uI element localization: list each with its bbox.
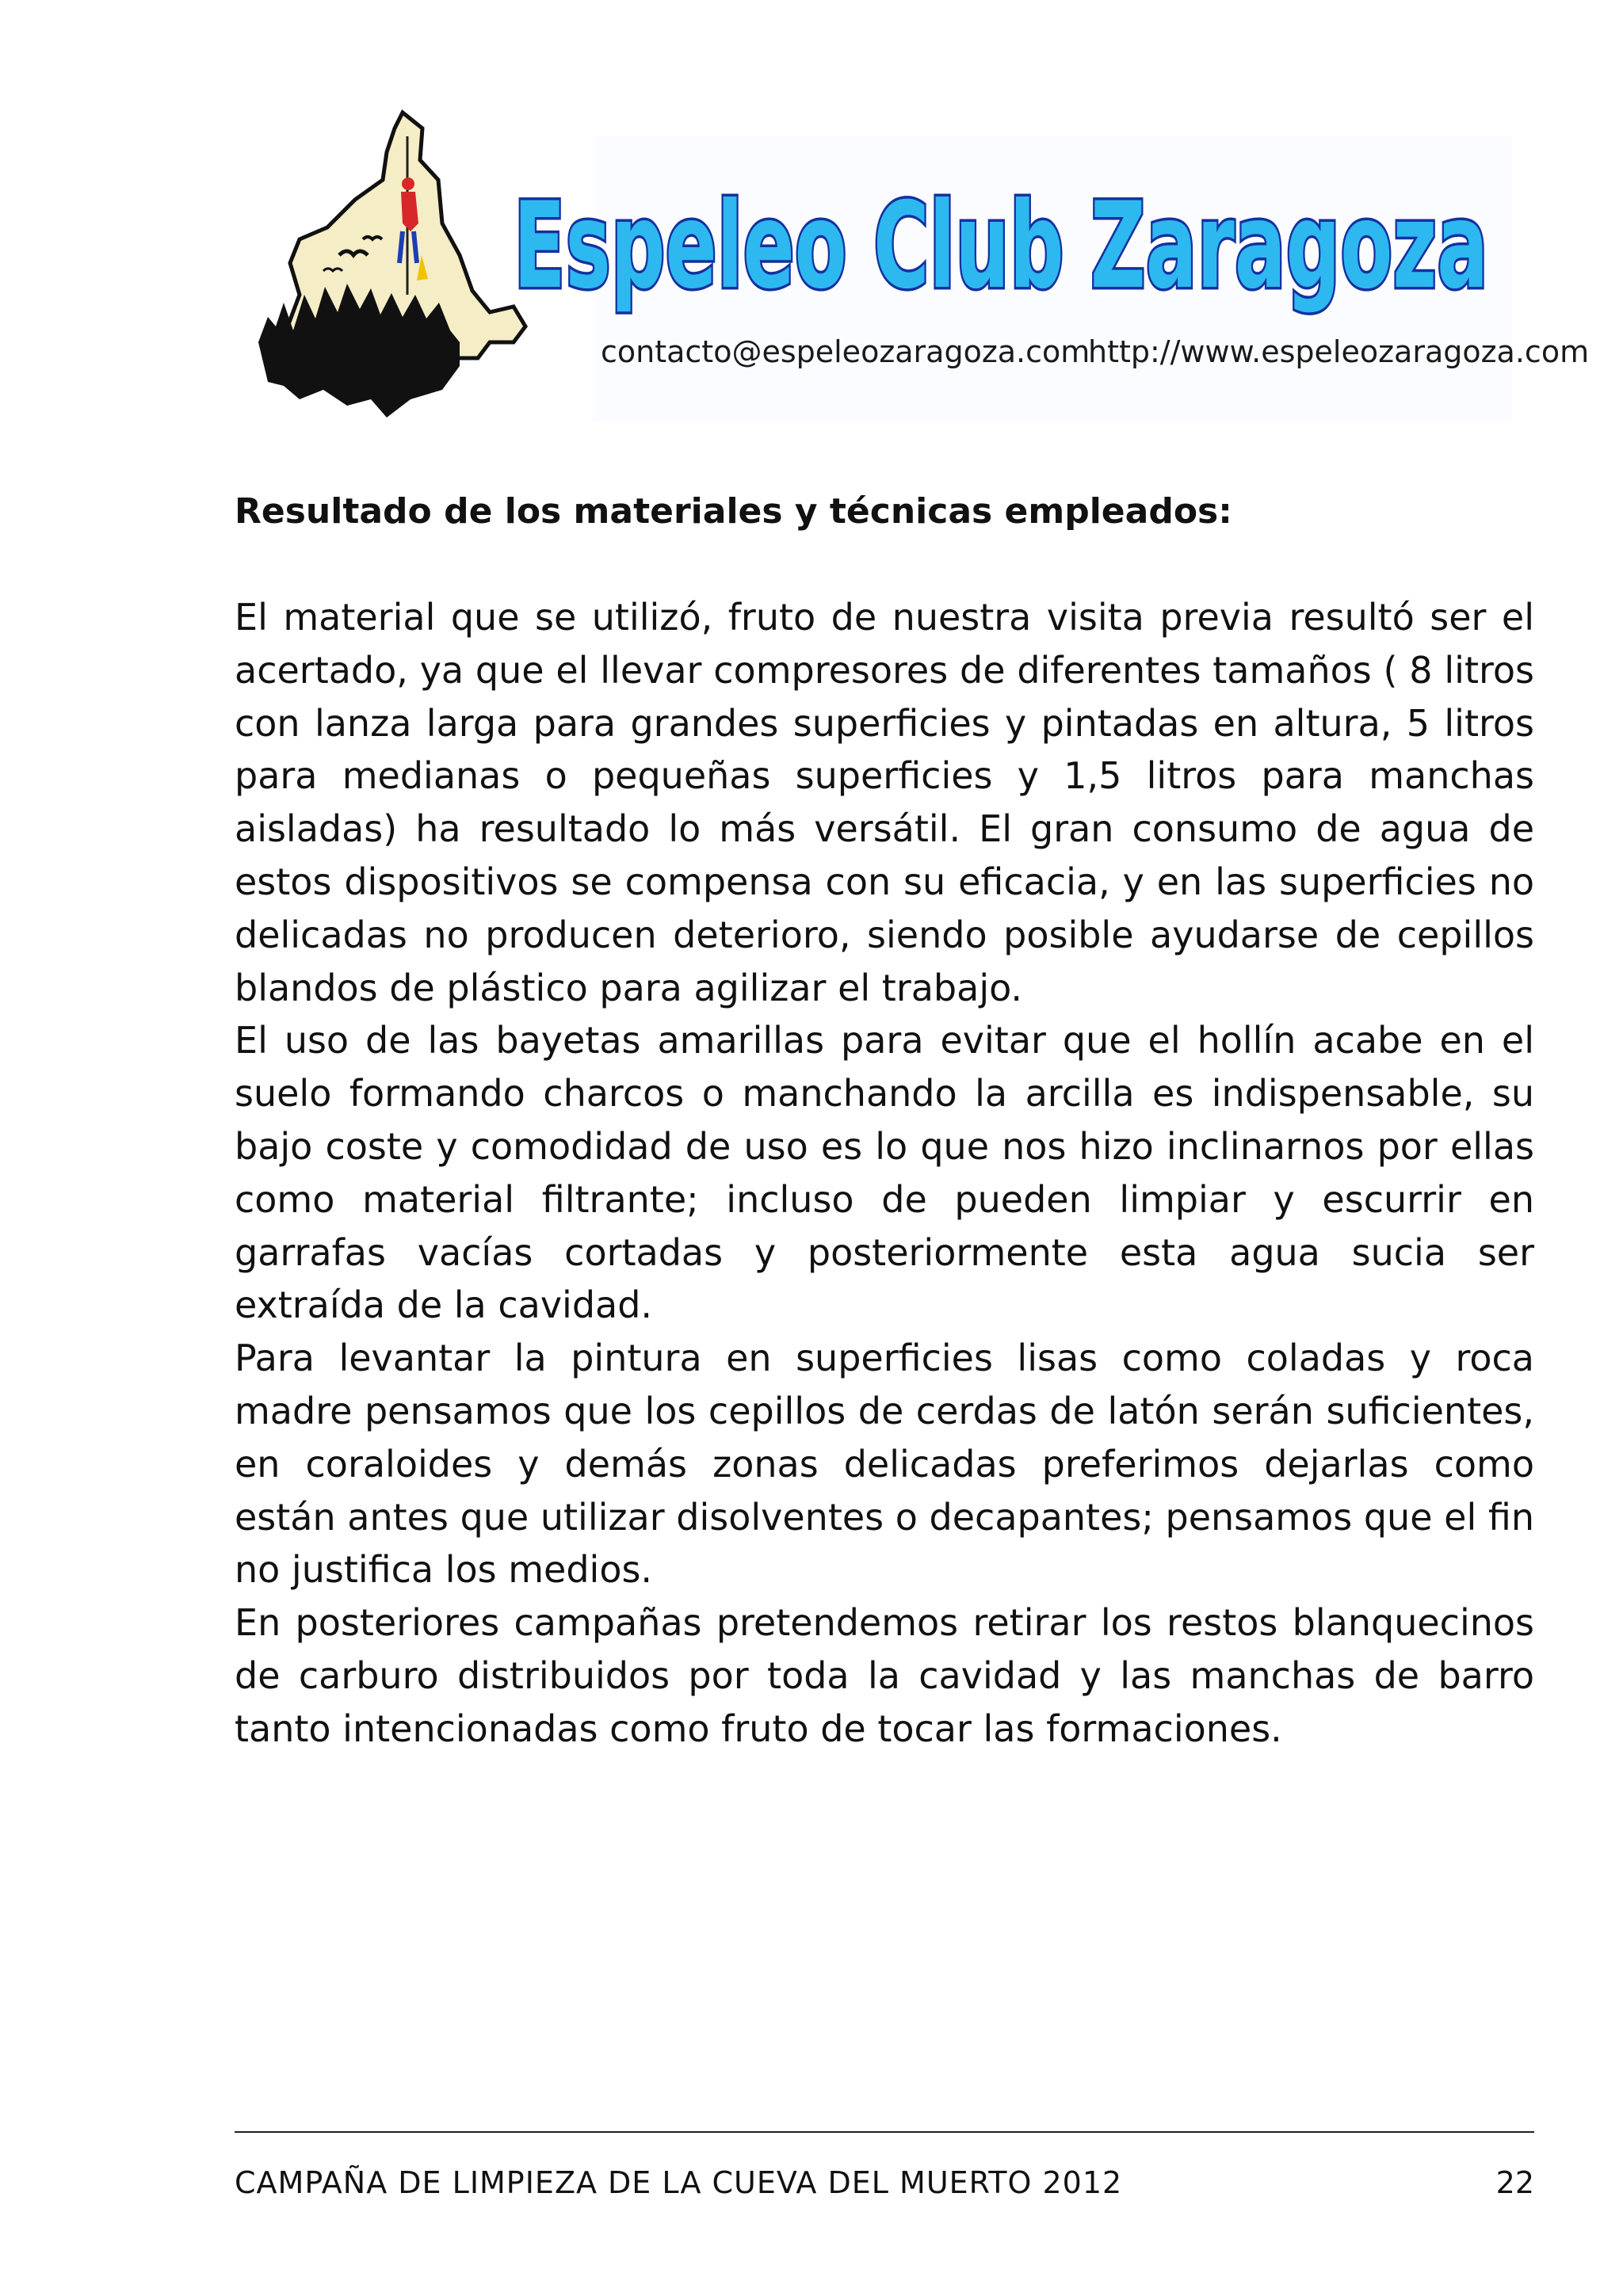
contact-email[interactable]: contacto@espeleozaragoza.com xyxy=(601,334,1090,369)
footer-title: CAMPAÑA DE LIMPIEZA DE LA CUEVA DEL MUERTO 2012 xyxy=(235,2165,1123,2200)
paragraph-materials: El material que se utilizó, fruto de nuestra visita previa resultó ser el acertado, ya que el llevar compresores de diferentes tamaños ( 8 litros con lanza larga para grandes superficies y pintadas en altura, 5 litros para medianas o pequeñas superficies y 1,5 litros para manchas aisladas) ha resultado lo más versátil. El gran consumo de agua de estos dispositivos se compensa con su eficacia, y en las superficies no delicadas no producen deterioro, siendo posible ayudarse de cepillos blandos de plástico para agilizar el trabajo. xyxy=(235,596,1534,1009)
website-url[interactable]: http://www.espeleozaragoza.com xyxy=(1088,334,1590,369)
page-number: 22 xyxy=(1495,2165,1534,2200)
paragraph-future-campaigns: En posteriores campañas pretendemos retirar los restos blanquecinos de carburo distribuidos por toda la cavidad y las manchas de barro tanto intencionadas como fruto de tocar las formaciones. xyxy=(235,1601,1534,1750)
footer-divider xyxy=(235,2131,1534,2133)
document-body xyxy=(235,485,1534,1756)
paragraph-bayetas: El uso de las bayetas amarillas para evitar que el hollín acabe en el suelo formando charcos o manchando la arcilla es indispensable, su bajo coste y comodidad de uso es lo que nos hizo inclinarnos por ellas como material filtrante; incluso de pueden limpiar y escurrir en garrafas vacías cortadas y posteriormente esta agua sucia ser extraída de la cavidad. xyxy=(235,1019,1534,1327)
paragraph-pintura: Para levantar la pintura en superficies lisas como coladas y roca madre pensamos que los cepillos de cerdas de latón serán suficientes, en coraloides y demás zonas delicadas preferimos dejarlas como están antes que utilizar disolventes o decapantes; pensamos que el fin no justifica los medios. xyxy=(235,1337,1534,1592)
page-header xyxy=(252,105,1590,421)
club-name-text: Espeleo Club Zaragoza xyxy=(514,177,1488,315)
club-title-graphic xyxy=(514,152,1504,342)
section-heading: Resultado de los materiales y técnicas empleados: xyxy=(235,491,1232,532)
